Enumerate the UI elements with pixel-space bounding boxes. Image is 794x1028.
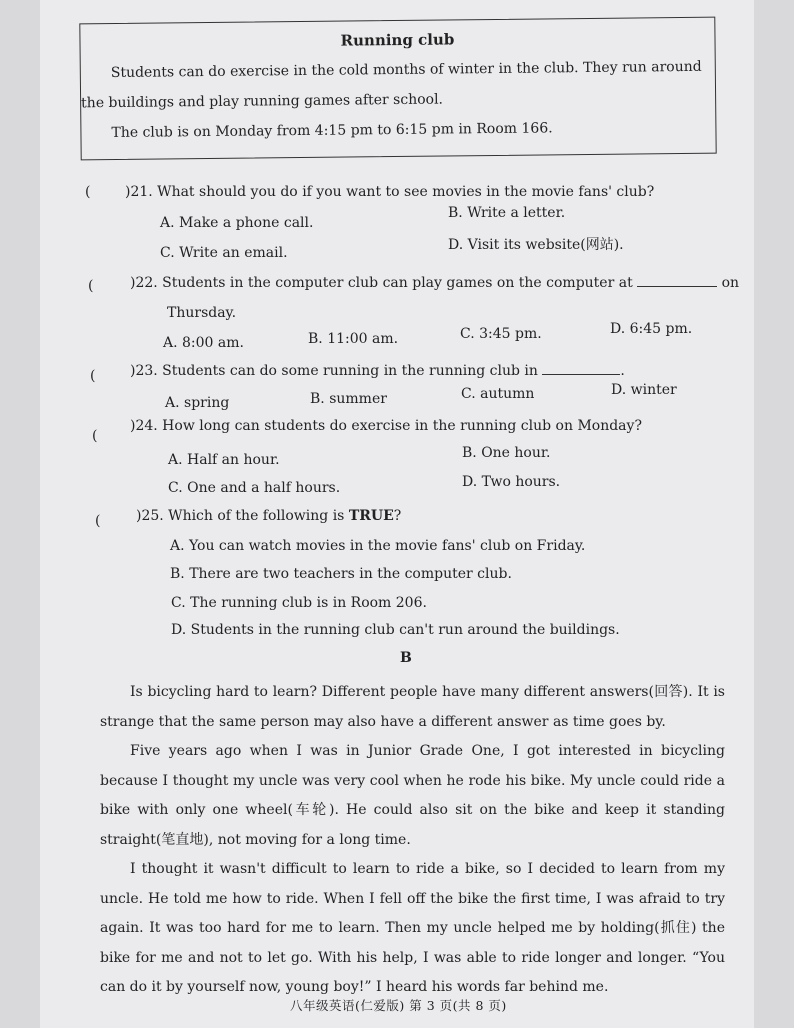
notice-title: Running club (340, 30, 455, 50)
q24-stem: )24. How long can students do exercise in the running club on Monday? (130, 418, 642, 434)
q24-option-c[interactable]: C. One and a half hours. (168, 480, 341, 496)
q25-option-a[interactable]: A. You can watch movies in the movie fans' club on Friday. (170, 538, 586, 554)
q24-option-a[interactable]: A. Half an hour. (168, 452, 280, 468)
q22-answer-blank[interactable] (637, 274, 717, 287)
exam-page (40, 0, 754, 1028)
q21-option-b[interactable]: B. Write a letter. (448, 205, 566, 221)
q25-stem-text: )25. Which of the following is (136, 508, 345, 524)
q25-option-c[interactable]: C. The running club is in Room 206. (171, 595, 427, 611)
q23-option-b[interactable]: B. summer (310, 391, 387, 407)
q22-option-a[interactable]: A. 8:00 am. (163, 335, 244, 351)
q25-option-d[interactable]: D. Students in the running club can't run around the buildings. (171, 622, 620, 638)
q23-stem-end: . (620, 363, 625, 379)
q25-stem (136, 508, 401, 524)
q22-stem-continued: Thursday. (167, 305, 237, 321)
q23-stem (130, 362, 625, 379)
passage-paragraph: I thought it wasn't difficult to learn to ride a bike, so I decided to learn from my uncle. He told me how to ride. When I fell off the bike the first time, I was afraid to try again. It was too hard for me to learn. Then my uncle helped me by holding(抓住) the bike for me and not to let go. With his help, I was able to ride longer and longer. “You can do it by yourself now, young boy!” I heard his words far behind me. (100, 861, 725, 995)
q21-paren: ( (85, 184, 91, 200)
q25-stem-end: ? (393, 508, 402, 524)
q22-option-c[interactable]: C. 3:45 pm. (460, 326, 542, 342)
q23-option-d[interactable]: D. winter (611, 382, 677, 398)
q23-option-c[interactable]: C. autumn (461, 386, 535, 402)
q22-paren: ( (88, 278, 94, 294)
q22-option-d[interactable]: D. 6:45 pm. (610, 321, 693, 337)
q23-stem-text: )23. Students can do some running in the running club in (130, 363, 538, 379)
q24-paren: ( (92, 428, 98, 444)
q25-paren: ( (95, 513, 101, 529)
q23-paren: ( (90, 368, 96, 384)
q24-option-d[interactable]: D. Two hours. (462, 474, 561, 490)
q23-answer-blank[interactable] (542, 362, 620, 375)
q21-option-a[interactable]: A. Make a phone call. (160, 215, 314, 231)
q23-option-a[interactable]: A. spring (165, 395, 230, 411)
q21-option-c[interactable]: C. Write an email. (160, 245, 288, 261)
q22-stem-text: )22. Students in the computer club can play games on the computer at (130, 275, 633, 291)
q22-stem (130, 274, 739, 291)
q21-option-d[interactable]: D. Visit its website(网站). (448, 237, 624, 253)
q21-stem: )21. What should you do if you want to see movies in the movie fans' club? (125, 184, 655, 200)
q24-option-b[interactable]: B. One hour. (462, 445, 551, 461)
q22-option-b[interactable]: B. 11:00 am. (308, 331, 399, 347)
running-club-notice (79, 17, 716, 161)
notice-text: Students can do exercise in the cold months of winter in the club. They run around the buildings and play running games after school. (81, 58, 702, 112)
section-b-heading: B (400, 650, 412, 666)
notice-schedule: The club is on Monday from 4:15 pm to 6:15 pm in Room 166. (111, 120, 553, 142)
passage-paragraph: Five years ago when I was in Junior Grade One, I got interested in bicycling because I thought my uncle was very cool when he rode his bike. My uncle could ride a bike with only one wheel(车轮). He could also sit on the bike and keep it standing straight(笔直地), not moving for a long time. (100, 743, 725, 848)
q25-option-b[interactable]: B. There are two teachers in the computer club. (170, 566, 512, 582)
passage-paragraph: Is bicycling hard to learn? Different people have many different answers(回答). It is strange that the same person may also have a different answer as time goes by. (100, 684, 725, 730)
q25-stem-emphasis: TRUE (348, 508, 394, 524)
page-footer: 八年级英语(仁爱版) 第 3 页(共 8 页) (290, 998, 507, 1013)
q22-stem-tail: on (721, 275, 740, 291)
reading-passage (100, 678, 725, 1003)
